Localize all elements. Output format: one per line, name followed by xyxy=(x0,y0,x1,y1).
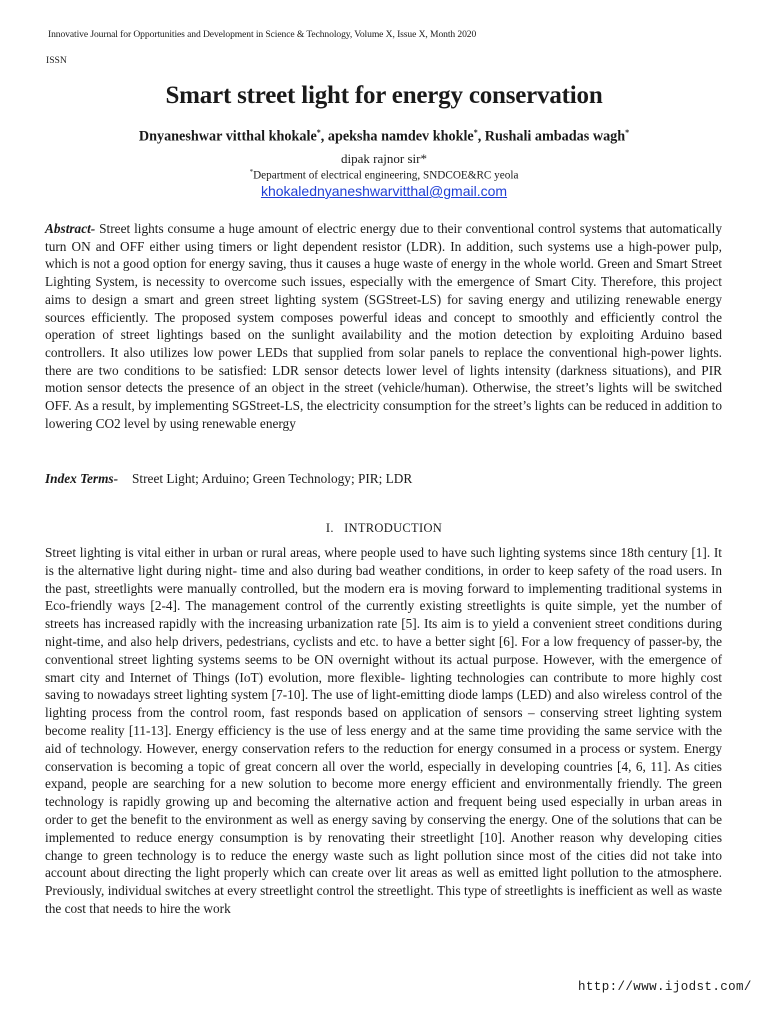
email-line xyxy=(0,183,768,199)
paper-title: Smart street light for energy conservation xyxy=(165,82,603,109)
author-list xyxy=(0,128,768,146)
index-terms-label: Index Terms- xyxy=(45,471,119,486)
author-name: apeksha namdev khokle xyxy=(327,128,474,145)
abstract-label: Abstract- xyxy=(45,221,96,236)
author-separator: , xyxy=(477,128,485,145)
issn-label: ISSN xyxy=(46,55,67,66)
author-mark: * xyxy=(316,128,321,137)
author-mark: * xyxy=(625,128,630,137)
affiliation-text: Department of electrical engineering, SNDCOE&RC yeola xyxy=(253,169,519,182)
affiliation xyxy=(0,168,768,182)
affiliation-mark: * xyxy=(249,168,254,176)
author-separator: , xyxy=(320,128,328,145)
guide-name: dipak rajnor sir* xyxy=(341,151,427,166)
section-first-letter: I xyxy=(344,521,349,535)
section-heading-introduction xyxy=(0,521,768,536)
index-terms xyxy=(45,471,722,487)
section-title-rest: NTRODUCTION xyxy=(348,521,443,535)
email-link[interactable]: khokalednyaneshwarvitthal@gmail.com xyxy=(260,183,508,199)
index-terms-value: Street Light; Arduino; Green Technology; PIR; LDR xyxy=(132,471,413,486)
author-mark: * xyxy=(473,128,478,137)
section-number: I. xyxy=(325,521,334,535)
journal-header: Innovative Journal for Opportunities and Development in Science & Technology, Volume X, Issue X, Month 2020 xyxy=(48,29,477,40)
footer-url[interactable]: http://www.ijodst.com/ xyxy=(578,980,752,994)
author-name: Rushali ambadas wagh xyxy=(484,128,626,145)
abstract-paragraph xyxy=(45,220,722,432)
introduction-paragraph: Street lighting is vital either in urban or rural areas, where people used to have such lighting systems since 18th century [1]. It is the alternative light during night- time and also during bad weather conditions, in order to keep safety of the road users. In the past, streetlights were manually controlled, but the modern era is moving forward to implementing traditional systems in Eco-friendly ways [2-4]. The management control of the currently existing streetlights is quite simple, yet the number of streets has increased rapidly with the increasing urbanization rate [5]. Its aim is to yield a convenient street conditions during night-time, and also help drivers, pedestrians, cyclists and etc. to have a better sight [6]. For a low frequency of passer-by, the conventional street lighting systems seems to be ON overnight without its actual purpose. However, with the emergence of smart city and Internet of Things (IoT) evolution, more flexible- lighting technologies can contribute to more highly cost saving to nowadays street lighting system [7-10]. The use of light-emitting diode lamps (LED) and also wireless control of the lighting process from the control room, fast responds based on application of sensors – conserving street lighting system become reality [11-13]. Energy efficiency is the use of less energy and at the same time providing the same service with the aid of technology. However, energy conservation refers to the reduction for energy consumed in a process or system. Energy conservation is becoming a topic of great concern all over the world, especially in developing countries [4, 6, 11]. As cities expand, people are searching for a new solution to become more energy efficient and environmentally friendly. The green technology is rapidly growing up and becoming the alternative action and frequent being used especially in urban areas in order to get the benefit to the environment as well as energy saving by conserving the energy. One of the solutions that can be implemented to reduce energy consumption is by renovating their streetlight [10]. Another reason why developing cities change to green technology is to reduce the energy waste such as light pollution since most of the cities did not take into account about directing the light properly which can create over lit areas as well as emitted light pollution to the atmosphere. Previously, individual switches at every streetlight control the streetlight. This type of streetlights is inefficient as well as waste the cost that needs to hire the work xyxy=(45,545,722,916)
author-name: Dnyaneshwar vitthal khokale xyxy=(138,128,317,145)
abstract-text: Street lights consume a huge amount of electric energy due to their conventional control systems that automatically turn ON and OFF either using timers or light dependent resistor (LDR). In addition, such systems use a high-power pulp, which is not a good option for energy saving, thus it causes a huge waste of energy in the whole world. Green and Smart Street Lighting System, is necessity to overcome such issues, especially with the emergence of Smart City. Therefore, this project aims to design a smart and green street lighting system (SGStreet-LS) for saving energy and utilizing renewable energy sources efficiently. The proposed system composes powerful ideas and concept to smoothly and efficiently control the operation of street lightings based on the sunlight availability and the motion detection by exploiting Arduino based controllers. It also utilizes low power LEDs that supplied from solar panels to replace the conventional high-power lights. there are two conditions to be satisfied: LDR sensor detects lower level of lights intensity (darkness situations), and PIR motion sensor detects the presence of an object in the street (vehicle/human). Otherwise, the street’s lights will be switched OFF. As a result, by implementing SGStreet-LS, the electricity consumption for the street’s lights can be reduced in addition to lowering CO2 level by using renewable energy xyxy=(45,221,722,431)
